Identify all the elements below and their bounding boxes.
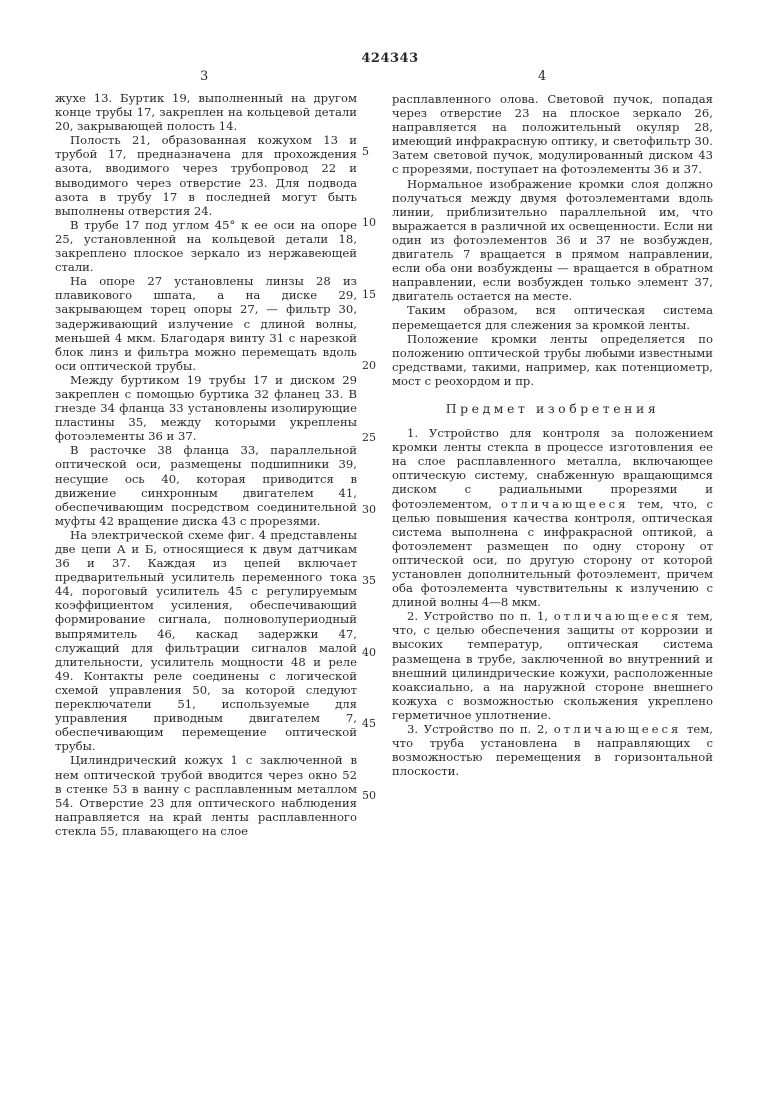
claim-1	[392, 426, 713, 609]
line-number: 40	[362, 646, 376, 659]
paragraph: расплавленного олова. Световой пучок, попадая через отверстие 23 на плоское зеркало 26, направляется на положительный окуляр 28, имеющий инфракрасную оптику, и светофильтр 30. Затем световой пучок, модулированный диском 43 с прорезями, поступает на фотоэлементы 36 и 37.	[392, 92, 713, 177]
patent-number: 424343	[0, 51, 780, 66]
line-number: 30	[362, 503, 376, 516]
line-number: 45	[362, 717, 376, 730]
paragraph: жухе 13. Буртик 19, выполненный на другом конце трубы 17, закреплен на кольцевой детали 20, закрывающей полость 14.	[55, 91, 357, 133]
left-column	[55, 91, 357, 838]
claim-rest: тем, что труба установлена в направляющих с возможностью перемещения в горизонтальной плоскости.	[392, 722, 713, 778]
claim-lead: 3. Устройство по п. 2,	[407, 722, 548, 736]
claim-emphasis: отличающееся	[554, 609, 681, 623]
claims-heading: Предмет изобретения	[392, 402, 713, 416]
column-number-left: 3	[200, 69, 208, 84]
claim-emphasis: отличающееся	[501, 497, 628, 511]
claim-2	[392, 609, 713, 722]
claim-lead: 1. Устройство для контроля за положением кромки ленты стекла в процессе изготовления ее на слое расплавленного металла, включающее оптическую систему, снабженную вращающимся диском с радиальными прорезями и фотоэлементом,	[392, 426, 713, 510]
line-number: 5	[362, 145, 369, 158]
line-number: 50	[362, 789, 376, 802]
paragraph: Нормальное изображение кромки слоя должно получаться между двумя фотоэлементами вдоль линии, приблизительно параллельной им, что выражается в различной их освещенности. Если ни один из фотоэлементов 36 и 37 не возбужден, двигатель 7 вращается в прямом направлении, если оба они возбуждены — вращается в обратном направлении, если возбужден только элемент 37, двигатель остается на месте.	[392, 177, 713, 304]
paragraph: Между буртиком 19 трубы 17 и диском 29 закреплен с помощью буртика 32 фланец 33. В гнезде 34 фланца 33 установлены изолирующие пластины 35, между которыми укреплены фотоэлементы 36 и 37.	[55, 373, 357, 443]
line-number: 10	[362, 216, 376, 229]
line-number: 20	[362, 359, 376, 372]
paragraph: В трубе 17 под углом 45° к ее оси на опоре 25, установленной на кольцевой детали 18, закреплено плоское зеркало из нержавеющей стали.	[55, 218, 357, 274]
paragraph: На электрической схеме фиг. 4 представлены две цепи А и Б, относящиеся к двум датчикам 36 и 37. Каждая из цепей включает предварительный усилитель переменного тока 44, пороговый усилитель 45 с регулируемым коэффициентом усиления, обеспечивающий формирование сигнала, полноволупериодный выпрямитель 46, каскад задержки 47, служащий для фильтрации сигналов малой длительности, усилитель мощности 48 и реле 49. Контакты реле соединены с логической схемой управления 50, за которой следуют переключатели 51, используемые для управления приводным двигателем 7, обеспечивающим перемещение оптической трубы.	[55, 528, 357, 754]
paragraph: На опоре 27 установлены линзы 28 из плавикового шпата, а на диске 29, закрывающем торец опоры 27, — фильтр 30, задерживающий излучение с длиной волны, меньшей 4 мкм. Благодаря винту 31 с нарезкой блок линз и фильтра можно перемещать вдоль оси оптической трубы.	[55, 274, 357, 373]
line-number: 15	[362, 288, 376, 301]
paragraph: В расточке 38 фланца 33, параллельной оптической оси, размещены подшипники 39, несущие ось 40, которая приводится в движение синхронным двигателем 41, обеспечивающим посредством соединительной муфты 42 вращение диска 43 с прорезями.	[55, 443, 357, 528]
line-number: 25	[362, 431, 376, 444]
column-number-right: 4	[538, 69, 546, 84]
paragraph: Положение кромки ленты определяется по положению оптической трубы любыми известными средствами, такими, например, как потенциометр, мост с реохордом и пр.	[392, 332, 713, 388]
line-number: 35	[362, 574, 376, 587]
right-column	[392, 92, 713, 778]
claim-emphasis: отличающееся	[554, 722, 681, 736]
paragraph: Таким образом, вся оптическая система перемещается для слежения за кромкой ленты.	[392, 303, 713, 331]
claim-rest: тем, что, с целью повышения качества контроля, оптическая система выполнена с инфракрасной оптикой, а фотоэлемент размещен по одну сторону от оптической оси, по другую сторону от которой установлен дополнительный фотоэлемент, причем оба фотоэлемента чувствительны к излучению с длиной волны 4—8 мкм.	[392, 497, 713, 610]
claim-rest: тем, что, с целью обеспечения защиты от коррозии и высоких температур, оптическая система размещена в трубе, заключенной во внутренний и внешний цилиндрические кожухи, расположенные коаксиально, а на наружной стороне внешнего кожуха с возможностью скольжения укреплено герметичное уплотнение.	[392, 609, 713, 722]
claim-3	[392, 722, 713, 778]
paragraph: Цилиндрический кожух 1 с заключенной в нем оптической трубой вводится через окно 52 в стенке 53 в ванну с расплавленным металлом 54. Отверстие 23 для оптического наблюдения направляется на край ленты расплавленного стекла 55, плавающего на слое	[55, 753, 357, 838]
paragraph: Полость 21, образованная кожухом 13 и трубой 17, предназначена для прохождения азота, вводимого через трубопровод 22 и выводимого через отверстие 23. Для подвода азота в трубу 17 в последней могут быть выполнены отверстия 24.	[55, 133, 357, 218]
claim-lead: 2. Устройство по п. 1,	[407, 609, 548, 623]
